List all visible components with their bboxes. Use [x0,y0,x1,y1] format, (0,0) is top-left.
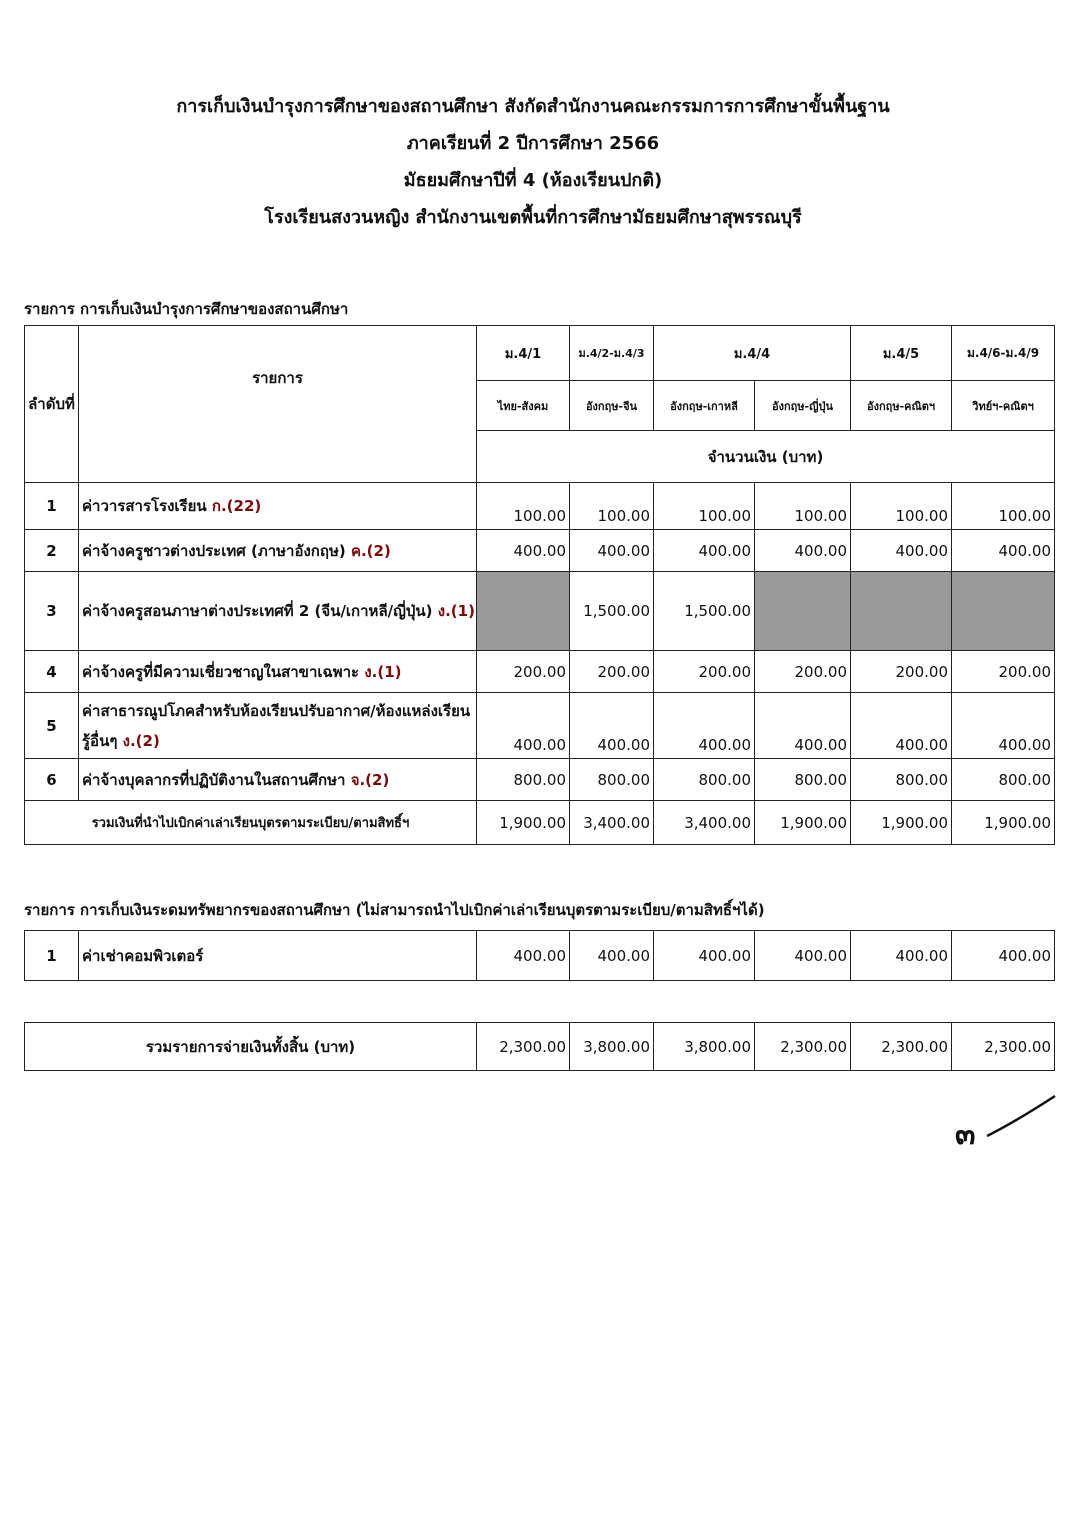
track-header: วิทย์ฯ-คณิตฯ [952,381,1055,431]
shaded-cell [755,572,851,651]
table-row: 5 ค่าสาธารณูปโภคสำหรับห้องเรียนปรับอากาศ/ห้องแหล่งเรียนรู้อื่นๆ ง.(2) 400.00 400.00 400.00 400.00 400.00 400.00 [25,693,1055,759]
shaded-cell [952,572,1055,651]
shaded-cell [851,572,952,651]
class-header: ม.4/5 [851,326,952,381]
track-header: อังกฤษ-ญี่ปุ่น [755,381,851,431]
class-header: ม.4/2-ม.4/3 [570,326,654,381]
col-header-no: ลำดับที่ [25,326,79,483]
shaded-cell [477,572,570,651]
document-header [0,88,1066,236]
table-row: 4 ค่าจ้างครูที่มีความเชี่ยวชาญในสาขาเฉพาะ ง.(1) 200.00 200.00 200.00 200.00 200.00 200.00 [25,651,1055,693]
grand-total-table [24,1022,1055,1071]
class-header: ม.4/1 [477,326,570,381]
header-grade: มัธยมศึกษาปีที่ 4 (ห้องเรียนปกติ) [403,170,663,191]
unit-header: จำนวนเงิน (บาท) [477,431,1055,483]
svg-text:๓: ๓ [955,1117,976,1148]
section2-label: รายการ การเก็บเงินระดมทรัพยากรของสถานศึกษา (ไม่สามารถนำไปเบิกค่าเล่าเรียนบุตรตามระเบียบ/ตามสิทธิ์ฯได้) [24,901,765,919]
table-row: 1 ค่าวารสารโรงเรียน ก.(22) 100.00 100.00 100.00 100.00 100.00 100.00 [25,483,1055,530]
page-number [955,1088,1060,1152]
class-header: ม.4/4 [654,326,851,381]
table-row: 3 ค่าจ้างครูสอนภาษาต่างประเทศที่ 2 (จีน/เกาหลี/ญี่ปุ่น) ง.(1) 1,500.00 1,500.00 [25,572,1055,651]
grand-total-row: รวมรายการจ่ายเงินทั้งสิ้น (บาท) 2,300.00 3,800.00 3,800.00 2,300.00 2,300.00 2,300.00 [25,1023,1055,1071]
total-row: รวมเงินที่นำไปเบิกค่าเล่าเรียนบุตรตามระเบียบ/ตามสิทธิ์ฯ 1,900.00 3,400.00 3,400.00 1,900.00 1,900.00 1,900.00 [25,801,1055,845]
track-header: อังกฤษ-คณิตฯ [851,381,952,431]
header-title: การเก็บเงินบำรุงการศึกษาของสถานศึกษา สังกัดสำนักงานคณะกรรมการการศึกษาขั้นพื้นฐาน [176,96,890,117]
class-header: ม.4/6-ม.4/9 [952,326,1055,381]
table-row: 6 ค่าจ้างบุคลากรที่ปฏิบัติงานในสถานศึกษา จ.(2) 800.00 800.00 800.00 800.00 800.00 800.00 [25,759,1055,801]
resource-table [24,930,1055,981]
table-row: 2 ค่าจ้างครูชาวต่างประเทศ (ภาษาอังกฤษ) ค.(2) 400.00 400.00 400.00 400.00 400.00 400.00 [25,530,1055,572]
fee-table [24,325,1055,845]
section1-label: รายการ การเก็บเงินบำรุงการศึกษาของสถานศึกษา [24,300,349,318]
track-header: อังกฤษ-จีน [570,381,654,431]
col-header-item: รายการ [79,326,477,483]
header-semester: ภาคเรียนที่ 2 ปีการศึกษา 2566 [406,133,660,154]
header-school: โรงเรียนสงวนหญิง สำนักงานเขตพื้นที่การศึกษามัธยมศึกษาสุพรรณบุรี [264,207,802,228]
table-row: 1 ค่าเช่าคอมพิวเตอร์ 400.00 400.00 400.00 400.00 400.00 400.00 [25,931,1055,981]
track-header: ไทย-สังคม [477,381,570,431]
track-header: อังกฤษ-เกาหลี [654,381,755,431]
